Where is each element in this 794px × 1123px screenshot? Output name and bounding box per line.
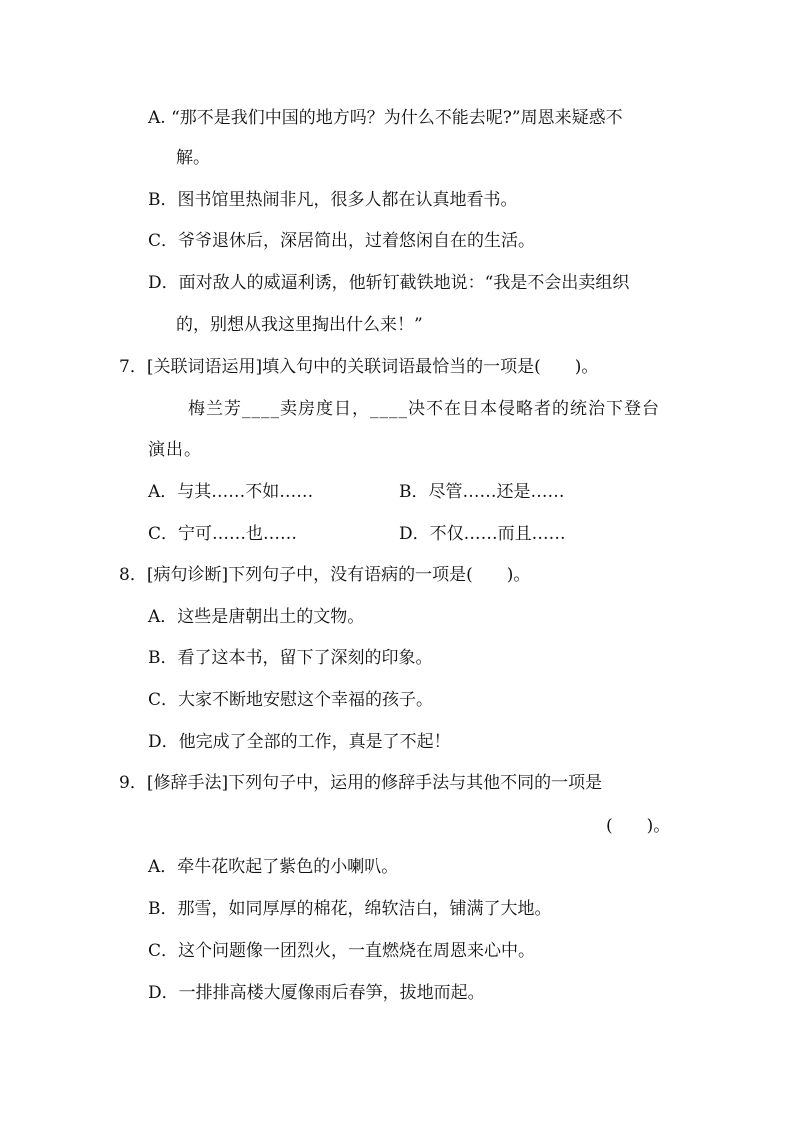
q7-passage-line2: 演出。 xyxy=(148,440,202,460)
q6-option-d-line2: 的，别想从我这里掏出什么来！” xyxy=(176,315,423,335)
q7-option-b: B．尽管……还是…… xyxy=(399,482,565,502)
q6-option-d-line1: D．面对敌人的威逼利诱，他斩钉截铁地说：“我是不会出卖组织 xyxy=(148,273,630,293)
q6-option-c: C．爷爷退休后，深居简出，过着悠闲自在的生活。 xyxy=(148,231,536,251)
q9-answer-blank: ( )。 xyxy=(606,816,671,836)
q8-stem: 8．[病句诊断]下列句子中，没有语病的一项是( )。 xyxy=(119,565,531,585)
q6-option-b: B．图书馆里热闹非凡，很多人都在认真地看书。 xyxy=(148,190,518,210)
q8-option-d: D．他完成了全部的工作，真是了不起！ xyxy=(148,732,451,752)
q7-stem: 7．[关联词语运用]填入句中的关联词语最恰当的一项是( )。 xyxy=(119,357,599,377)
q7-passage-line1: 梅兰芳____卖房度日，____决不在日本侵略者的统治下登台 xyxy=(188,399,660,419)
q9-option-a: A．牵牛花吹起了紫色的小喇叭。 xyxy=(148,857,399,877)
q9-stem: 9．[修辞手法]下列句子中，运用的修辞手法与其他不同的一项是 xyxy=(119,773,603,793)
q8-option-b: B．看了这本书，留下了深刻的印象。 xyxy=(148,648,433,668)
q9-option-d: D．一排排高楼大厦像雨后春笋，拔地而起。 xyxy=(148,983,485,1003)
q6-option-a-line1: A. “那不是我们中国的地方吗？为什么不能去呢?”周恩来疑惑不 xyxy=(148,108,623,128)
q8-option-c: C．大家不断地安慰这个幸福的孩子。 xyxy=(148,690,434,710)
q9-option-b: B．那雪，如同厚厚的棉花，绵软洁白，铺满了大地。 xyxy=(148,899,552,919)
q7-option-a: A．与其……不如…… xyxy=(148,482,314,502)
q7-option-d: D．不仅……而且…… xyxy=(399,524,566,544)
q9-option-c: C．这个问题像一团烈火，一直燃烧在周恩来心中。 xyxy=(148,941,536,961)
q6-option-a-line2: 解。 xyxy=(176,148,210,168)
q7-option-c: C．宁可……也…… xyxy=(148,524,298,544)
q8-option-a: A．这些是唐朝出土的文物。 xyxy=(148,607,365,627)
